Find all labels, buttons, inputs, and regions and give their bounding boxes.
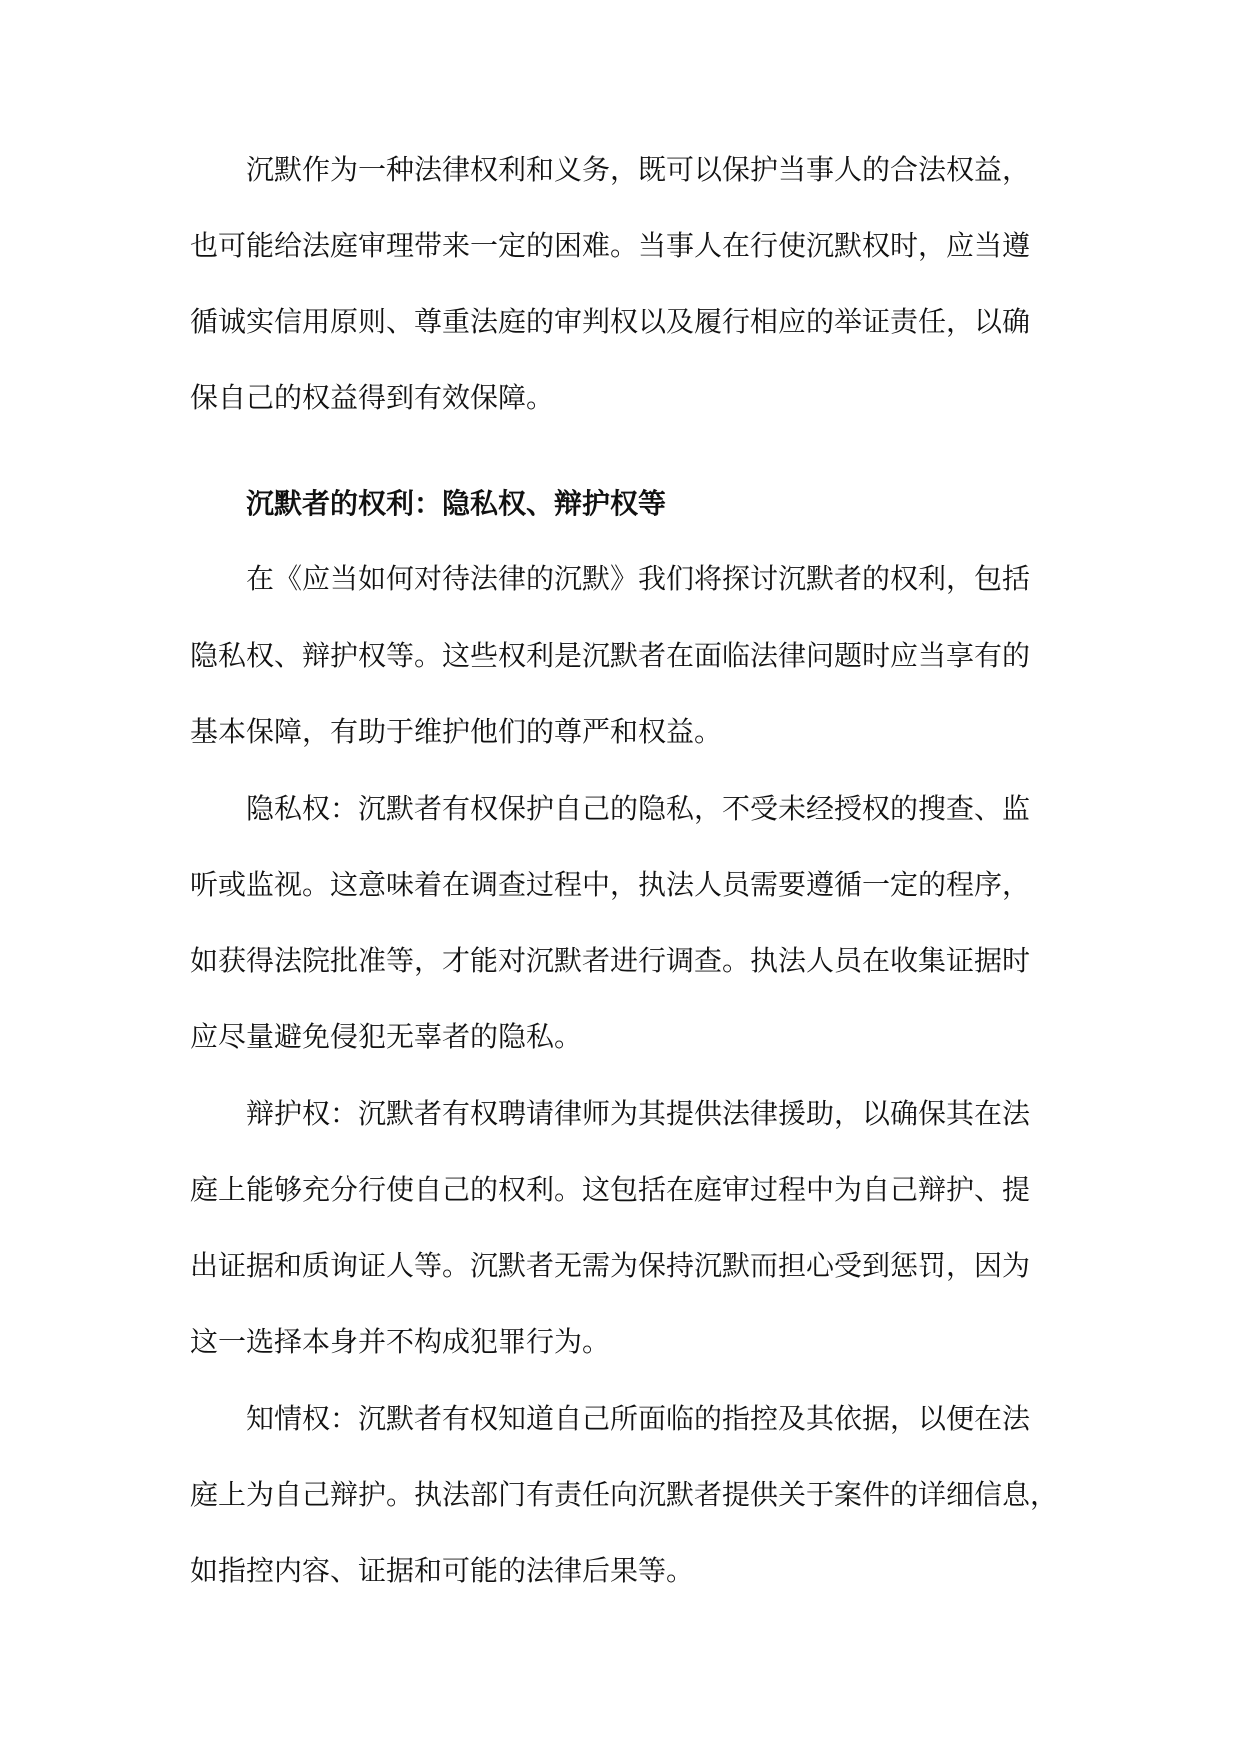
paragraph-line: 庭上能够充分行使自己的权利。这包括在庭审过程中为自己辩护、提 — [190, 1173, 1031, 1206]
paragraph-line: 在《应当如何对待法律的沉默》我们将探讨沉默者的权利，包括 — [246, 562, 1031, 595]
paragraph-line: 庭上为自己辩护。执法部门有责任向沉默者提供关于案件的详细信息， — [190, 1478, 1059, 1511]
paragraph-line: 保自己的权益得到有效保障。 — [190, 381, 555, 414]
section-heading: 沉默者的权利：隐私权、辩护权等 — [246, 487, 667, 520]
paragraph-line: 知情权：沉默者有权知道自己所面临的指控及其依据，以便在法 — [246, 1402, 1031, 1435]
paragraph-line: 这一选择本身并不构成犯罪行为。 — [190, 1325, 611, 1358]
paragraph-line: 应尽量避免侵犯无辜者的隐私。 — [190, 1020, 583, 1053]
paragraph-line: 也可能给法庭审理带来一定的困难。当事人在行使沉默权时，应当遵 — [190, 229, 1031, 262]
paragraph-line: 如指控内容、证据和可能的法律后果等。 — [190, 1554, 695, 1587]
paragraph-line: 循诚实信用原则、尊重法庭的审判权以及履行相应的举证责任，以确 — [190, 305, 1031, 338]
paragraph-line: 隐私权：沉默者有权保护自己的隐私，不受未经授权的搜查、监 — [246, 792, 1031, 825]
paragraph-line: 出证据和质询证人等。沉默者无需为保持沉默而担心受到惩罚，因为 — [190, 1249, 1031, 1282]
paragraph-line: 隐私权、辩护权等。这些权利是沉默者在面临法律问题时应当享有的 — [190, 639, 1031, 672]
paragraph-line: 沉默作为一种法律权利和义务，既可以保护当事人的合法权益， — [246, 153, 1031, 186]
paragraph-line: 如获得法院批准等，才能对沉默者进行调查。执法人员在收集证据时 — [190, 944, 1031, 977]
paragraph-line: 辩护权：沉默者有权聘请律师为其提供法律援助，以确保其在法 — [246, 1097, 1031, 1130]
paragraph-line: 基本保障，有助于维护他们的尊严和权益。 — [190, 715, 723, 748]
paragraph-line: 听或监视。这意味着在调查过程中，执法人员需要遵循一定的程序， — [190, 868, 1031, 901]
